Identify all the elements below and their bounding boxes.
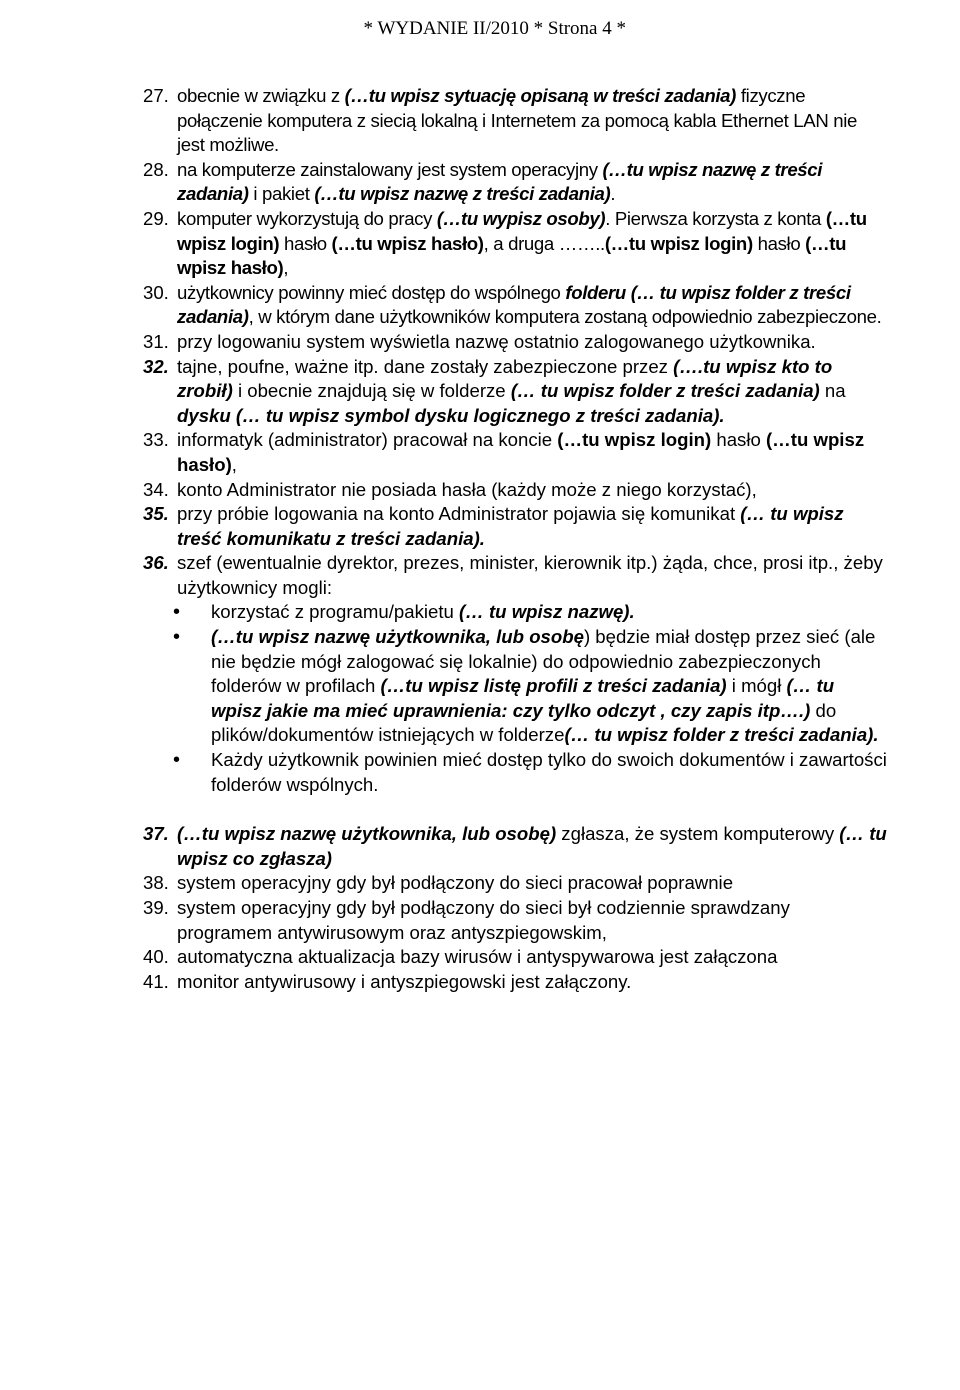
body-text: obecnie w związku z	[177, 85, 345, 106]
body-text: zgłasza, że system komputerowy	[556, 823, 840, 845]
emphasis-text: (…tu wpisz listę profili z treści zadania)	[380, 675, 727, 697]
item-text	[177, 207, 888, 281]
item-number: 29.	[143, 207, 169, 229]
item-text	[177, 896, 888, 945]
emphasis-text: (… tu wpisz treść komunikatu z treści zadania).	[177, 503, 844, 549]
emphasis-text: folderu (… tu wpisz folder z treści zadania)	[177, 281, 851, 328]
item-number: 27.	[143, 85, 169, 106]
bullet-text	[211, 625, 888, 748]
body-text: , a druga ……..	[483, 232, 605, 254]
body-text: monitor antywirusowy i antyszpiegowski jest załączony.	[177, 970, 632, 992]
body-text: fizyczne połączenie komputera z siecią lokalną i Internetem za pomocą kabla Ethernet LAN nie jest możliwe.	[177, 85, 857, 156]
emphasis-text: (… tu wpisz nazwę).	[459, 601, 635, 623]
body-text: na komputerze zainstalowany jest system operacyjny	[177, 158, 603, 180]
item-text	[177, 502, 888, 551]
body-text: hasło	[711, 429, 766, 451]
spacer	[143, 797, 888, 822]
bold-text: (…tu wpisz hasło)	[177, 429, 865, 475]
list-item	[143, 428, 888, 477]
body-text: do plików/dokumentów istniejących w folderze	[211, 699, 837, 746]
item-number: 38.	[143, 872, 169, 894]
body-text: system operacyjny gdy był podłączony do sieci był codziennie sprawdzany programem antywirusowym oraz antyszpiegowskim,	[177, 897, 790, 943]
body-text: użytkownicy powinny mieć dostęp do wspólnego	[177, 281, 566, 303]
bullet-dot-icon: •	[173, 601, 181, 624]
emphasis-text: (…tu wpisz sytuację opisaną w treści zadania)	[344, 85, 737, 106]
body-text: i pakiet	[248, 183, 315, 205]
bullet-dot-icon: •	[173, 749, 181, 772]
body-text: ) będzie miał dostęp przez sieć (ale nie będzie mógł zalogować się lokalnie) do odpowiednio zabezpieczonych folderów w profilach	[211, 626, 876, 697]
item-text	[177, 871, 888, 896]
item-text	[177, 158, 888, 207]
item-text	[177, 478, 888, 503]
body-text: korzystać z programu/pakietu	[211, 601, 460, 623]
body-text: Każdy użytkownik powinien mieć dostęp tylko do swoich dokumentów i zawartości folderów wspólnych.	[211, 749, 887, 795]
item-text	[177, 551, 888, 600]
body-text: przy próbie logowania na konto Administrator pojawia się komunikat	[177, 503, 741, 525]
body-text: ,	[283, 257, 289, 279]
list-item	[143, 822, 888, 871]
body-text: na	[819, 380, 846, 402]
bold-text: (…tu wpisz login)	[604, 232, 753, 254]
body-text: komputer wykorzystują do pracy	[177, 207, 437, 229]
document-body	[143, 84, 888, 994]
list-item	[143, 207, 888, 281]
emphasis-text: (….tu wpisz kto to zrobił)	[177, 355, 833, 402]
body-text: i obecnie znajdują się w folderze	[232, 380, 511, 402]
list-item	[143, 478, 888, 503]
body-text: tajne, poufne, ważne itp. dane zostały zabezpieczone przez	[177, 355, 674, 377]
page-header: * WYDANIE II/2010 * Strona 4 *	[363, 18, 626, 39]
list-item	[143, 970, 888, 995]
bullet-text	[211, 600, 888, 625]
item-number: 30.	[143, 281, 169, 303]
item-number: 31.	[143, 330, 169, 352]
item-number: 39.	[143, 897, 169, 918]
body-text: ,	[231, 453, 237, 475]
body-text: szef (ewentualnie dyrektor, prezes, minister, kierownik itp.) żąda, chce, prosi itp., żeby użytkownicy mogli:	[177, 552, 883, 598]
body-text: automatyczna aktualizacja bazy wirusów i antyspywarowa jest załączona	[177, 946, 778, 968]
emphasis-text: (…tu wpisz nazwę z treści zadania)	[314, 183, 611, 205]
item-text	[177, 330, 888, 355]
emphasis-text: dysku (… tu wpisz symbol dysku logicznego z treści zadania).	[177, 404, 725, 426]
list-item	[143, 330, 888, 355]
list-item	[143, 551, 888, 600]
emphasis-text: (… tu wpisz folder z treści zadania).	[564, 724, 879, 746]
bold-text: (…tu wpisz login)	[557, 429, 712, 451]
item-number: 32.	[143, 355, 169, 377]
list-item	[143, 502, 888, 551]
body-text: i mógł	[726, 675, 787, 697]
item-text	[177, 970, 888, 995]
emphasis-text: (…tu wpisz nazwę użytkownika, lub osobę)	[177, 823, 557, 845]
item-text	[177, 281, 888, 330]
item-number: 35.	[143, 503, 169, 525]
emphasis-text: (…tu wpisz nazwę użytkownika, lub osobę	[211, 626, 584, 648]
list-item	[143, 896, 888, 945]
body-text: przy logowaniu system wyświetla nazwę ostatnio zalogowanego użytkownika.	[177, 330, 816, 352]
body-text: hasło	[752, 232, 806, 254]
list-item	[143, 158, 888, 207]
body-text: informatyk (administrator) pracował na koncie	[177, 429, 558, 451]
bullet-item	[143, 600, 888, 625]
emphasis-text: (… tu wpisz co zgłasza)	[177, 823, 887, 869]
item-text	[177, 428, 888, 477]
item-number: 28.	[143, 158, 169, 180]
body-text: system operacyjny gdy był podłączony do sieci pracował poprawnie	[177, 872, 734, 894]
bullet-item	[143, 625, 888, 748]
item-number: 40.	[143, 946, 169, 968]
item-number: 37.	[143, 823, 169, 845]
bold-text: (…tu wpisz login)	[177, 207, 867, 254]
item-text	[177, 822, 888, 871]
bullet-list	[143, 600, 888, 797]
item-text	[177, 945, 888, 970]
list-item	[143, 84, 888, 158]
bold-text: (…tu wpisz hasło)	[177, 232, 847, 279]
emphasis-text: (…tu wpisz nazwę z treści zadania)	[177, 158, 823, 205]
body-text: . Pierwsza korzysta z konta	[605, 207, 826, 229]
bullet-item	[143, 748, 888, 797]
body-text: hasło	[279, 232, 332, 254]
bullet-dot-icon: •	[173, 626, 181, 649]
item-number: 36.	[143, 552, 169, 574]
item-text	[177, 355, 888, 429]
emphasis-text: (… tu wpisz folder z treści zadania)	[510, 380, 820, 402]
bold-text: (…tu wpisz hasło)	[331, 232, 484, 254]
emphasis-text: (…tu wypisz osoby)	[436, 207, 606, 229]
body-text: , w którym dane użytkowników komputera zostaną odpowiednio zabezpieczone.	[248, 306, 882, 328]
list-item	[143, 871, 888, 896]
item-number: 33.	[143, 429, 169, 451]
item-number: 41.	[143, 970, 169, 992]
list-item	[143, 945, 888, 970]
list-item	[143, 281, 888, 330]
bullet-text	[211, 748, 888, 797]
body-text: .	[610, 183, 616, 205]
body-text: konto Administrator nie posiada hasła (każdy może z niego korzystać),	[177, 478, 757, 500]
list-item	[143, 355, 888, 429]
item-number: 34.	[143, 478, 169, 500]
item-text	[177, 84, 888, 158]
emphasis-text: (… tu wpisz jakie ma mieć uprawnienia: czy tylko odczyt , czy zapis itp….)	[211, 675, 835, 721]
